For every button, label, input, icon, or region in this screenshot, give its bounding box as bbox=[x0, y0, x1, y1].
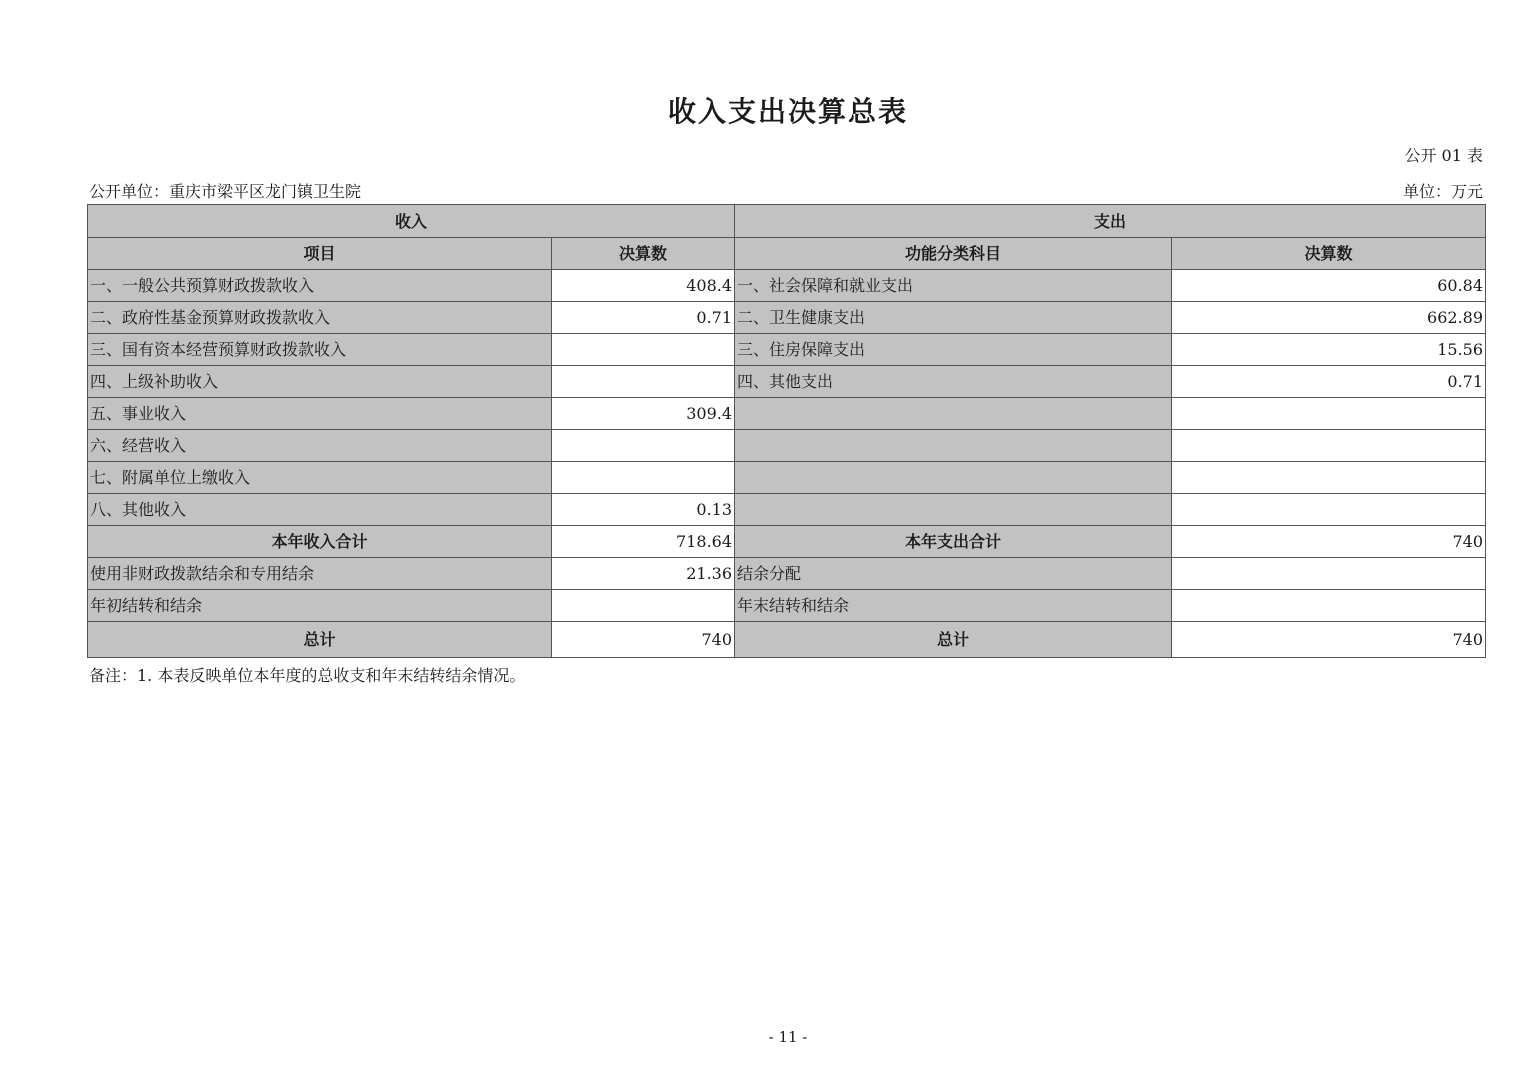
income-amount bbox=[552, 366, 735, 398]
income-expense-table bbox=[87, 204, 1486, 658]
expense-amount: 15.56 bbox=[1172, 334, 1486, 366]
expense-item: 三、住房保障支出 bbox=[735, 334, 1172, 366]
income-item: 使用非财政拨款结余和专用结余 bbox=[88, 558, 552, 590]
expense-item: 四、其他支出 bbox=[735, 366, 1172, 398]
expense-item bbox=[735, 494, 1172, 526]
expense-item: 年末结转和结余 bbox=[735, 590, 1172, 622]
page-title: 收入支出决算总表 bbox=[667, 95, 908, 128]
income-item: 年初结转和结余 bbox=[88, 590, 552, 622]
income-amount: 0.13 bbox=[552, 494, 735, 526]
expense-item bbox=[735, 462, 1172, 494]
table-row bbox=[88, 398, 1486, 430]
item-column-header: 项目 bbox=[88, 238, 552, 270]
expense-amount bbox=[1172, 558, 1486, 590]
table-row bbox=[88, 430, 1486, 462]
income-header: 收入 bbox=[88, 205, 735, 238]
income-amount: 21.36 bbox=[552, 558, 735, 590]
expense-amount: 0.71 bbox=[1172, 366, 1486, 398]
expense-item: 一、社会保障和就业支出 bbox=[735, 270, 1172, 302]
income-item: 一、一般公共预算财政拨款收入 bbox=[88, 270, 552, 302]
table-header-row-2 bbox=[88, 238, 1486, 270]
footnote: 备注：1. 本表反映单位本年度的总收支和年末结转结余情况。 bbox=[89, 666, 526, 685]
income-item: 七、附属单位上缴收入 bbox=[88, 462, 552, 494]
year-income-total-amount: 718.64 bbox=[552, 526, 735, 558]
year-expense-total-label: 本年支出合计 bbox=[735, 526, 1172, 558]
table-row bbox=[88, 334, 1486, 366]
income-item: 四、上级补助收入 bbox=[88, 366, 552, 398]
income-amount bbox=[552, 334, 735, 366]
form-number: 公开 01 表 bbox=[1404, 146, 1483, 165]
expense-amount: 60.84 bbox=[1172, 270, 1486, 302]
currency-unit: 单位：万元 bbox=[1402, 182, 1483, 201]
expense-amount-column-header: 决算数 bbox=[1172, 238, 1486, 270]
expense-amount bbox=[1172, 430, 1486, 462]
table-row bbox=[88, 558, 1486, 590]
table-row bbox=[88, 590, 1486, 622]
table-row bbox=[88, 270, 1486, 302]
income-item: 二、政府性基金预算财政拨款收入 bbox=[88, 302, 552, 334]
income-amount bbox=[552, 430, 735, 462]
expense-item: 二、卫生健康支出 bbox=[735, 302, 1172, 334]
income-grand-total-amount: 740 bbox=[552, 622, 735, 658]
expense-header: 支出 bbox=[735, 205, 1486, 238]
table-row bbox=[88, 302, 1486, 334]
category-column-header: 功能分类科目 bbox=[735, 238, 1172, 270]
expense-amount bbox=[1172, 494, 1486, 526]
reporting-unit: 公开单位：重庆市梁平区龙门镇卫生院 bbox=[89, 182, 362, 201]
income-amount bbox=[552, 590, 735, 622]
income-amount: 408.4 bbox=[552, 270, 735, 302]
expense-amount bbox=[1172, 462, 1486, 494]
year-income-total-label: 本年收入合计 bbox=[88, 526, 552, 558]
table-row bbox=[88, 366, 1486, 398]
table-header-row-1 bbox=[88, 205, 1486, 238]
expense-amount: 662.89 bbox=[1172, 302, 1486, 334]
income-item: 三、国有资本经营预算财政拨款收入 bbox=[88, 334, 552, 366]
expense-item bbox=[735, 398, 1172, 430]
income-amount: 309.4 bbox=[552, 398, 735, 430]
table-row bbox=[88, 494, 1486, 526]
expense-grand-total-label: 总计 bbox=[735, 622, 1172, 658]
income-grand-total-label: 总计 bbox=[88, 622, 552, 658]
page-number: - 11 - bbox=[768, 1028, 808, 1046]
income-amount-column-header: 决算数 bbox=[552, 238, 735, 270]
grand-total-row bbox=[88, 622, 1486, 658]
income-amount bbox=[552, 462, 735, 494]
expense-grand-total-amount: 740 bbox=[1172, 622, 1486, 658]
year-expense-total-amount: 740 bbox=[1172, 526, 1486, 558]
expense-item bbox=[735, 430, 1172, 462]
expense-item: 结余分配 bbox=[735, 558, 1172, 590]
table-row bbox=[88, 462, 1486, 494]
expense-amount bbox=[1172, 590, 1486, 622]
expense-amount bbox=[1172, 398, 1486, 430]
income-item: 五、事业收入 bbox=[88, 398, 552, 430]
year-total-row bbox=[88, 526, 1486, 558]
income-item: 八、其他收入 bbox=[88, 494, 552, 526]
income-item: 六、经营收入 bbox=[88, 430, 552, 462]
income-amount: 0.71 bbox=[552, 302, 735, 334]
